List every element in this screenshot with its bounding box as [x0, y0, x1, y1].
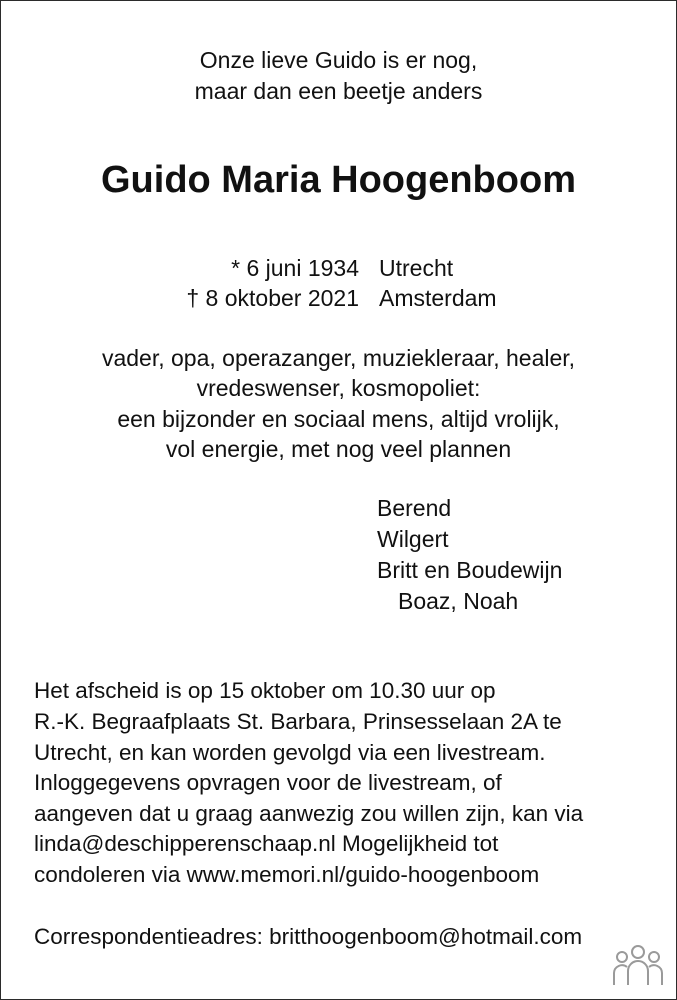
- correspondence-address: Correspondentieadres: britthoogenboom@hotmail.com: [34, 924, 583, 949]
- family-member: Britt en Boudewijn: [377, 557, 563, 583]
- description-line-1: vader, opa, operazanger, muziekleraar, healer,: [101, 345, 576, 371]
- description-line-2: vredeswenser, kosmopoliet:: [196, 375, 481, 401]
- farewell-line-5: aangeven dat u graag aanwezig zou willen zijn, kan via: [34, 801, 584, 826]
- farewell-line-1: Het afscheid is op 15 oktober om 10.30 uur op: [34, 678, 496, 703]
- farewell-line-4: Inloggegevens opvragen voor de livestream, of: [34, 770, 502, 795]
- deceased-name: Guido Maria Hoogenboom: [101, 159, 576, 201]
- birth-row: [0, 253, 677, 283]
- death-date: † 8 oktober 2021: [186, 285, 359, 311]
- grandchildren: Boaz, Noah: [398, 588, 519, 614]
- description-line-3: een bijzonder en sociaal mens, altijd vrolijk,: [117, 406, 560, 432]
- motto-line-1: Onze lieve Guido is er nog,: [199, 47, 478, 73]
- family-member: Wilgert: [377, 526, 449, 552]
- birth-place: Utrecht: [379, 255, 454, 281]
- farewell-line-7: condoleren via www.memori.nl/guido-hoogenboom: [34, 862, 540, 887]
- family-member: Berend: [377, 495, 452, 521]
- motto-line-2: maar dan een beetje anders: [194, 78, 483, 104]
- farewell-line-3: Utrecht, en kan worden gevolgd via een livestream.: [34, 740, 546, 765]
- farewell-line-2: R.-K. Begraafplaats St. Barbara, Prinsesselaan 2A te: [34, 709, 562, 734]
- death-row: [0, 283, 677, 313]
- birth-date: * 6 juni 1934: [231, 255, 359, 281]
- death-place: Amsterdam: [379, 285, 497, 311]
- farewell-line-6: linda@deschipperenschaap.nl Mogelijkheid tot: [34, 831, 499, 856]
- description-line-4: vol energie, met nog veel plannen: [165, 436, 512, 462]
- people-group-icon: [612, 943, 664, 987]
